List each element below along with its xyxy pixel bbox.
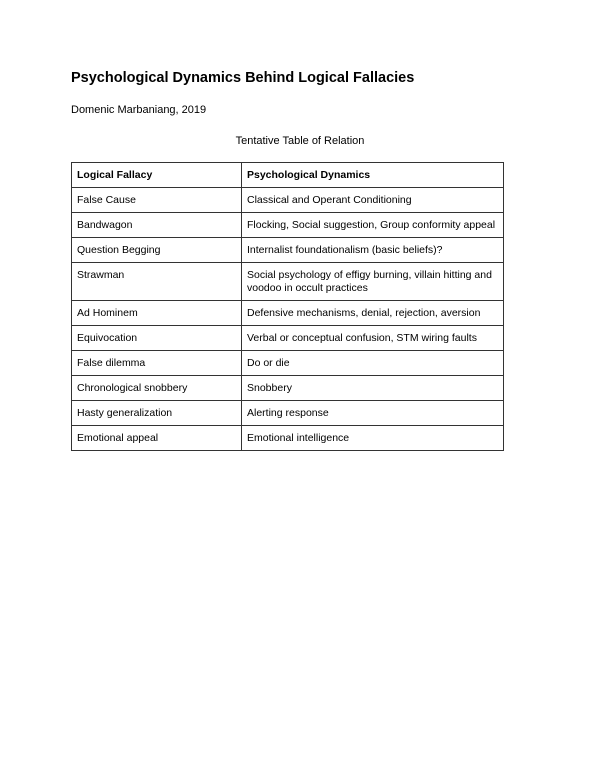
document-title: Psychological Dynamics Behind Logical Fallacies (71, 70, 415, 86)
table-row (72, 188, 504, 213)
dynamics-cell: Alerting response (242, 401, 504, 426)
author-line: Domenic Marbaniang, 2019 (71, 104, 207, 116)
table-row (72, 426, 504, 451)
relation-table (71, 162, 504, 451)
fallacy-cell: Hasty generalization (72, 401, 242, 426)
table-caption: Tentative Table of Relation (235, 135, 365, 147)
table-row (72, 376, 504, 401)
table-row (72, 263, 504, 301)
header-logical-fallacy: Logical Fallacy (72, 163, 242, 188)
table-row (72, 326, 504, 351)
table-row (72, 238, 504, 263)
fallacy-cell: Question Begging (72, 238, 242, 263)
dynamics-cell: Social psychology of effigy burning, villain hitting and voodoo in occult practices (242, 263, 504, 301)
fallacy-cell: False dilemma (72, 351, 242, 376)
dynamics-cell: Verbal or conceptual confusion, STM wiring faults (242, 326, 504, 351)
fallacy-cell: Ad Hominem (72, 301, 242, 326)
dynamics-cell: Flocking, Social suggestion, Group conformity appeal (242, 213, 504, 238)
dynamics-cell: Defensive mechanisms, denial, rejection, aversion (242, 301, 504, 326)
fallacy-cell: Equivocation (72, 326, 242, 351)
fallacy-cell: Chronological snobbery (72, 376, 242, 401)
table-row (72, 401, 504, 426)
fallacy-cell: Emotional appeal (72, 426, 242, 451)
dynamics-cell: Internalist foundationalism (basic beliefs)? (242, 238, 504, 263)
fallacy-cell: False Cause (72, 188, 242, 213)
fallacy-cell: Strawman (72, 263, 242, 301)
dynamics-cell: Do or die (242, 351, 504, 376)
table-row (72, 213, 504, 238)
table-row (72, 351, 504, 376)
fallacy-cell: Bandwagon (72, 213, 242, 238)
table-row (72, 301, 504, 326)
table-header-row (72, 163, 504, 188)
dynamics-cell: Emotional intelligence (242, 426, 504, 451)
dynamics-cell: Classical and Operant Conditioning (242, 188, 504, 213)
header-psychological-dynamics: Psychological Dynamics (242, 163, 504, 188)
dynamics-cell: Snobbery (242, 376, 504, 401)
